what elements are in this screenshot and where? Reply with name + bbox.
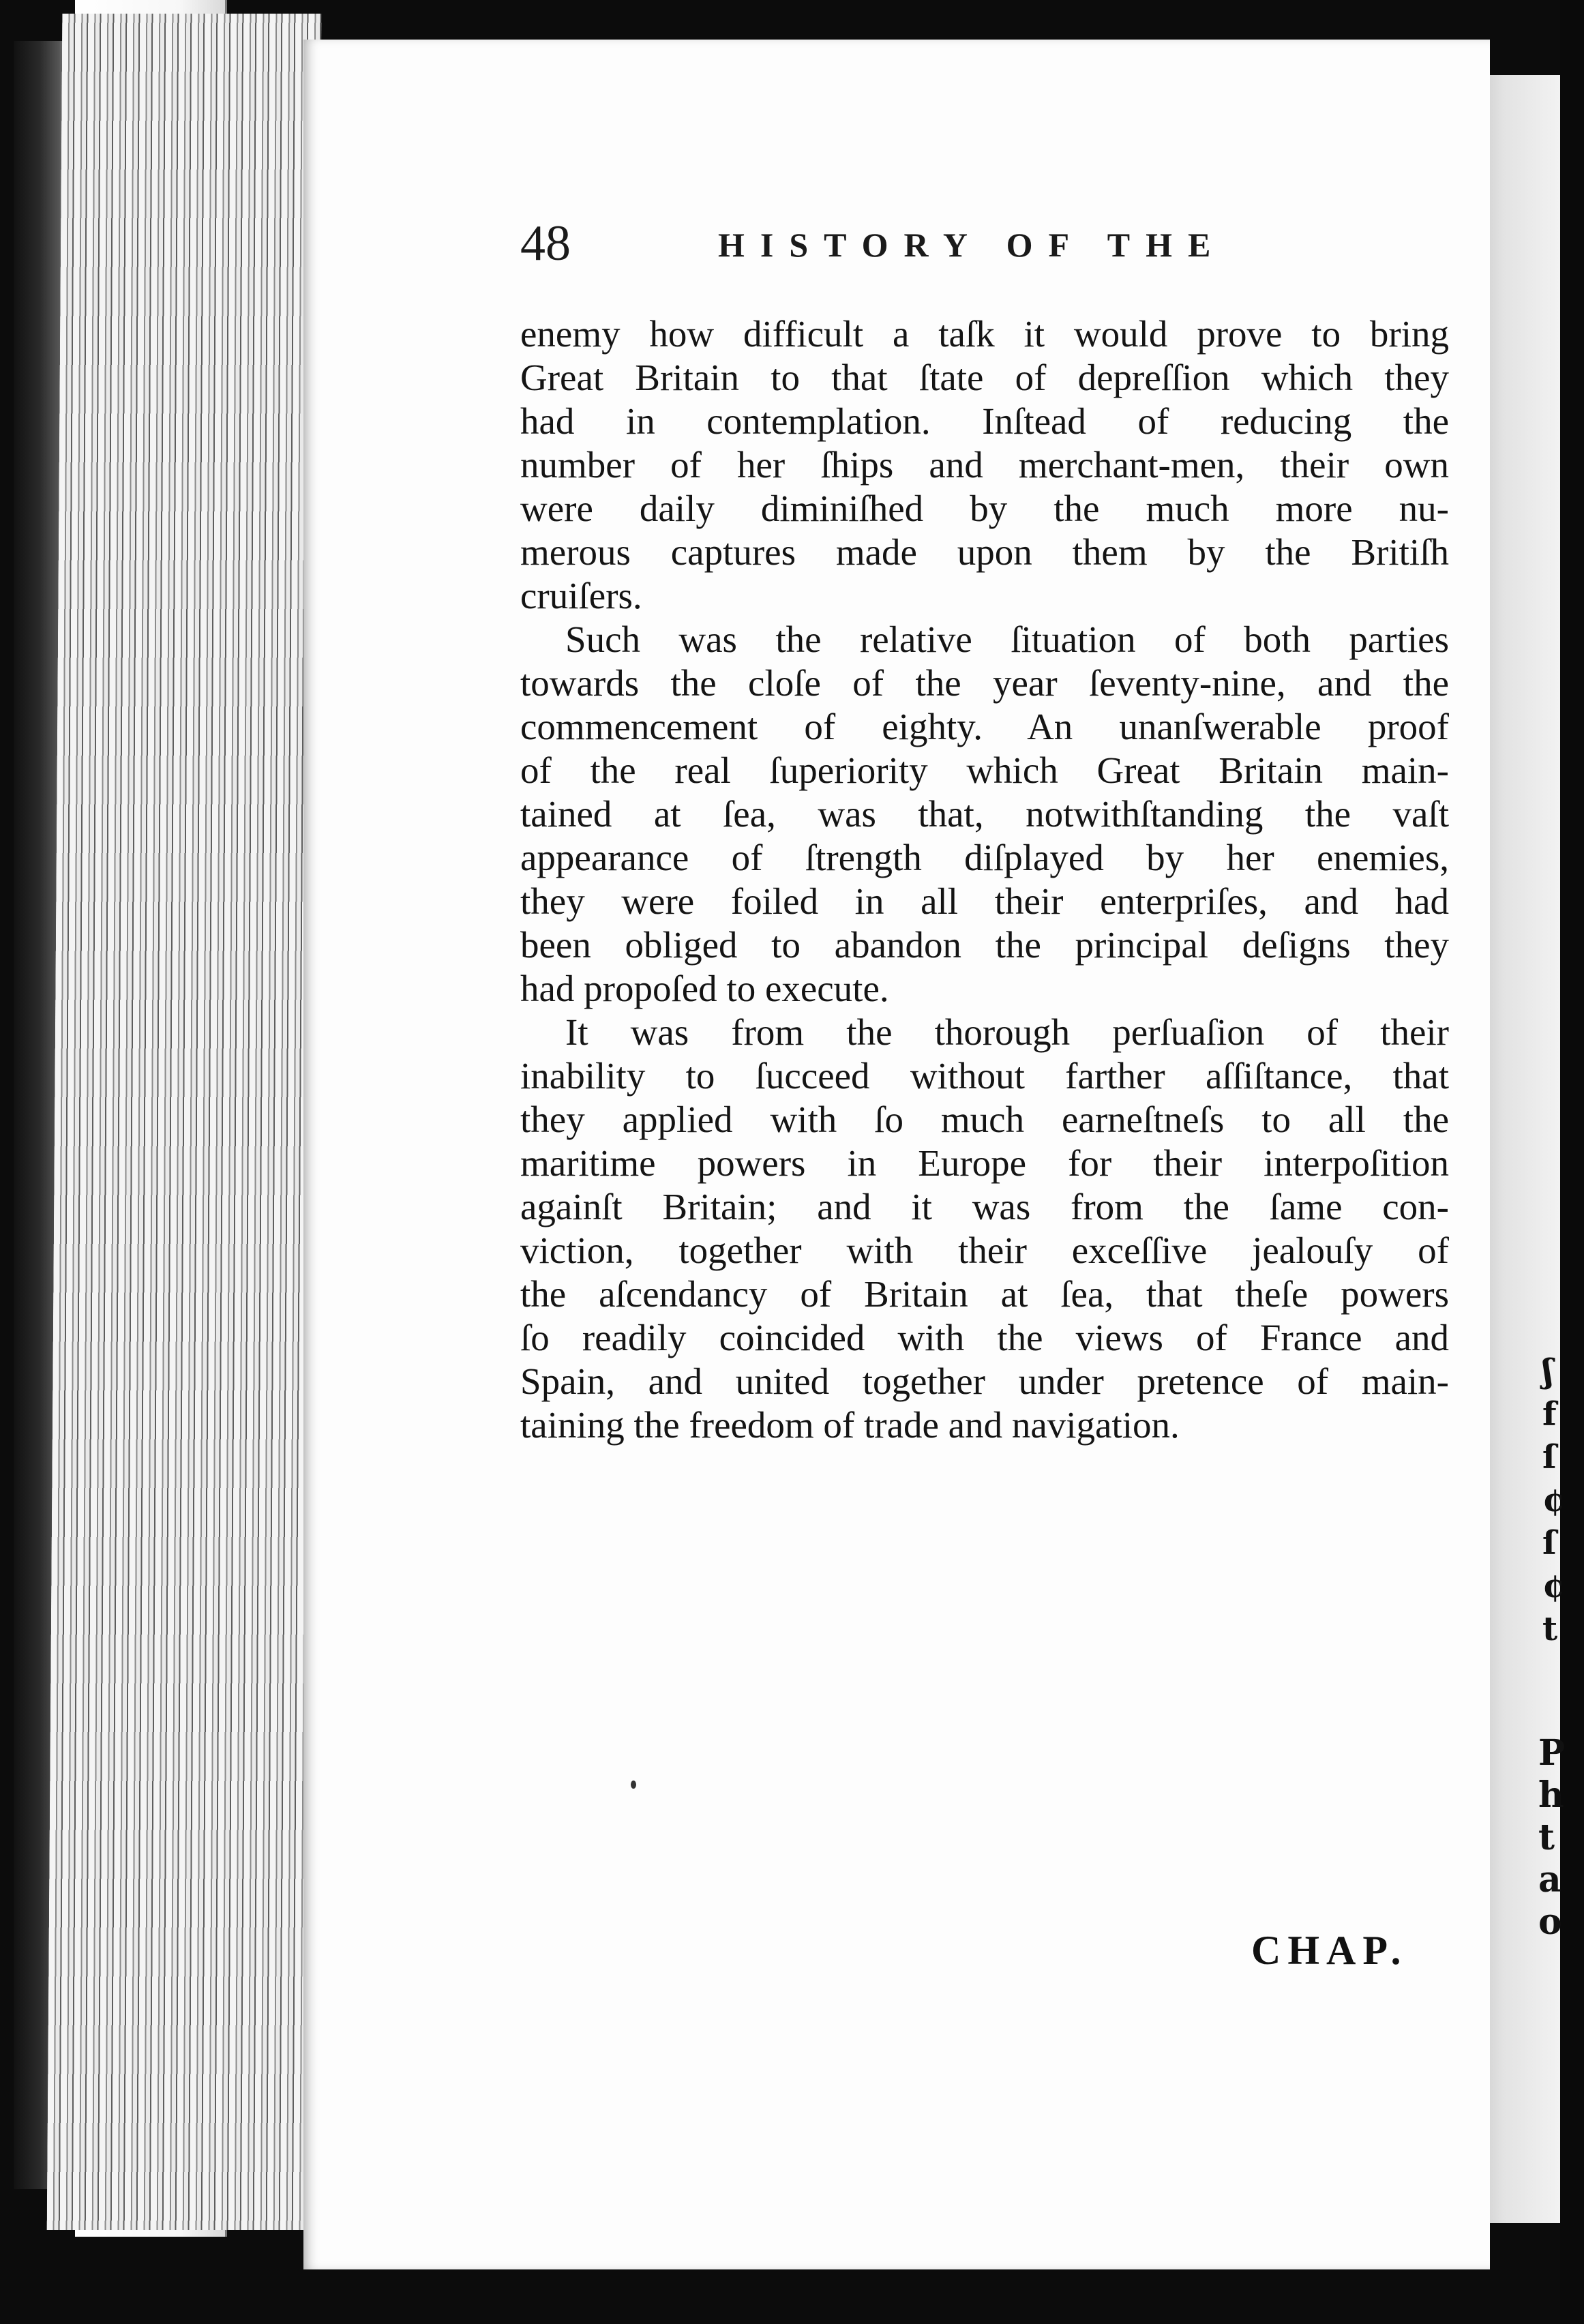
text-line: appearance of ſtrength diſplayed by her enemies, <box>520 837 1449 878</box>
next-page-glyph: f <box>1542 1395 1557 1433</box>
paragraph <box>520 618 1449 1011</box>
page-edges-stack <box>47 14 322 2230</box>
ink-speck <box>631 1781 636 1789</box>
text-line: againſt Britain; and it was from the ſame con- <box>520 1186 1449 1227</box>
next-page-glyph: ſ <box>1542 1438 1557 1476</box>
next-page-glyph: ſ <box>1542 1524 1557 1562</box>
catchword: CHAP. <box>1251 1928 1408 1973</box>
next-page-glyphs-lower <box>1538 1732 1566 1943</box>
text-line: tained at ſea, was that, notwithſtanding the vaſt <box>520 793 1449 835</box>
body-text <box>520 312 1449 1447</box>
text-line: towards the cloſe of the year ſeventy-nine, and the <box>520 662 1449 704</box>
text-line: inability to ſucceed without farther aſſiſtance, that <box>520 1055 1449 1097</box>
next-page-glyph: t <box>1538 1817 1555 1858</box>
next-page-glyph: t <box>1542 1610 1558 1648</box>
text-line: taining the freedom of trade and navigation. <box>520 1404 1180 1446</box>
text-line: had in contemplation. Inſtead of reducing the <box>520 400 1449 442</box>
paragraph <box>520 1011 1449 1447</box>
running-head: HISTORY OF THE <box>718 226 1227 264</box>
next-page-glyph: o <box>1538 1901 1562 1943</box>
text-line: enemy how difficult a taſk it would prove to bring <box>520 313 1449 355</box>
text-line: It was from the thorough perſuaſion of their <box>565 1011 1449 1053</box>
text-line: they were foiled in all their enterpriſes, and had <box>520 880 1449 922</box>
book-page <box>303 40 1490 2269</box>
text-line: been obliged to abandon the principal deſigns they <box>520 924 1449 966</box>
page-header <box>520 215 1584 314</box>
text-line: merous captures made upon them by the Britiſh <box>520 531 1449 573</box>
text-line: the aſcendancy of Britain at ſea, that theſe powers <box>520 1273 1449 1315</box>
next-page-glyphs-upper <box>1542 1350 1566 1651</box>
text-line: Such was the relative ſituation of both parties <box>565 619 1449 660</box>
text-line: Spain, and united together under pretence of main- <box>520 1360 1449 1402</box>
text-line: ſo readily coincided with the views of France and <box>520 1317 1449 1358</box>
text-line: maritime powers in Europe for their interpoſition <box>520 1142 1449 1184</box>
next-page-glyph: P <box>1538 1732 1566 1774</box>
text-line: Great Britain to that ſtate of depreſſion which they <box>520 357 1449 398</box>
text-line: were daily diminiſhed by the much more nu- <box>520 488 1449 529</box>
text-line: number of her ſhips and merchant-men, their own <box>520 444 1449 486</box>
text-line: commencement of eighty. An unanſwerable proof <box>520 706 1449 747</box>
text-line: of the real ſuperiority which Great Britain main- <box>520 749 1449 791</box>
next-page-glyph: ʃ <box>1542 1352 1553 1390</box>
next-page-glyph: h <box>1538 1774 1564 1816</box>
next-page-glyph: ¢ <box>1542 1481 1566 1519</box>
text-line: viction, together with their exceſſive jealouſy of <box>520 1230 1449 1271</box>
text-line: cruiſers. <box>520 575 642 616</box>
paragraph <box>520 312 1449 618</box>
text-line: they applied with ſo much earneſtneſs to all the <box>520 1099 1449 1140</box>
text-line: had propoſed to execute. <box>520 968 889 1009</box>
next-page-glyph: ¢ <box>1542 1567 1566 1605</box>
page-number: 48 <box>520 215 571 271</box>
next-page-glyph: a <box>1538 1859 1561 1901</box>
